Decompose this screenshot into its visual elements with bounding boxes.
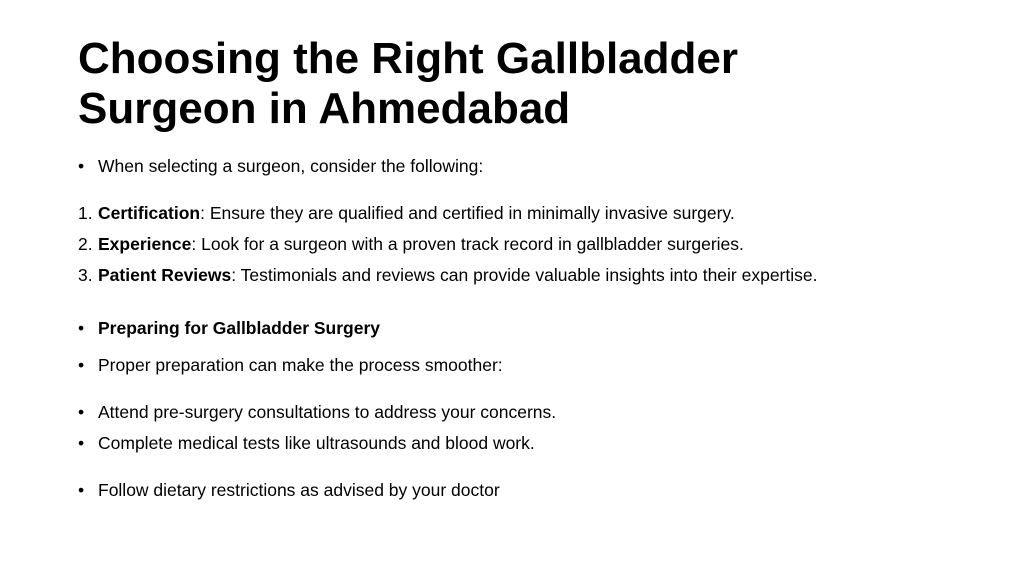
criteria-text: : Ensure they are qualified and certified in minimally invasive surgery. — [200, 203, 735, 223]
slide-title — [78, 34, 978, 134]
bullet-icon: • — [78, 156, 85, 176]
criteria-label: Patient Reviews — [98, 265, 232, 285]
bullet-icon: • — [78, 355, 85, 375]
prep-item-text: Attend pre-surgery consultations to address your concerns. — [98, 402, 557, 422]
prep-heading-item — [78, 317, 380, 339]
prep-item-medical-tests — [78, 432, 535, 454]
final-item-text: Follow dietary restrictions as advised by your doctor — [98, 480, 500, 500]
title-line-2: Surgeon in Ahmedabad — [78, 84, 571, 133]
title-line-1: Choosing the Right Gallbladder — [78, 34, 738, 83]
bullet-icon: • — [78, 402, 85, 422]
criteria-label: Certification — [98, 203, 201, 223]
criteria-label: Experience — [98, 234, 192, 254]
criteria-text: : Look for a surgeon with a proven track record in gallbladder surgeries. — [191, 234, 744, 254]
final-item-dietary — [78, 479, 500, 501]
prep-intro-item — [78, 354, 503, 376]
bullet-icon: • — [78, 318, 85, 338]
prep-intro-text: Proper preparation can make the process smoother: — [98, 355, 503, 375]
intro-text: When selecting a surgeon, consider the following: — [98, 156, 484, 176]
bullet-icon: • — [78, 480, 85, 500]
criteria-item-certification — [78, 202, 735, 224]
criteria-item-patient-reviews — [78, 264, 817, 286]
criteria-item-experience — [78, 233, 744, 255]
bullet-icon: • — [78, 433, 85, 453]
list-number: 2. — [78, 234, 93, 254]
prep-item-consultations — [78, 401, 556, 423]
list-number: 1. — [78, 203, 93, 223]
prep-heading: Preparing for Gallbladder Surgery — [98, 318, 381, 338]
prep-item-text: Complete medical tests like ultrasounds and blood work. — [98, 433, 535, 453]
list-number: 3. — [78, 265, 93, 285]
criteria-text: : Testimonials and reviews can provide valuable insights into their expertise. — [231, 265, 818, 285]
intro-bullet-item — [78, 155, 483, 177]
